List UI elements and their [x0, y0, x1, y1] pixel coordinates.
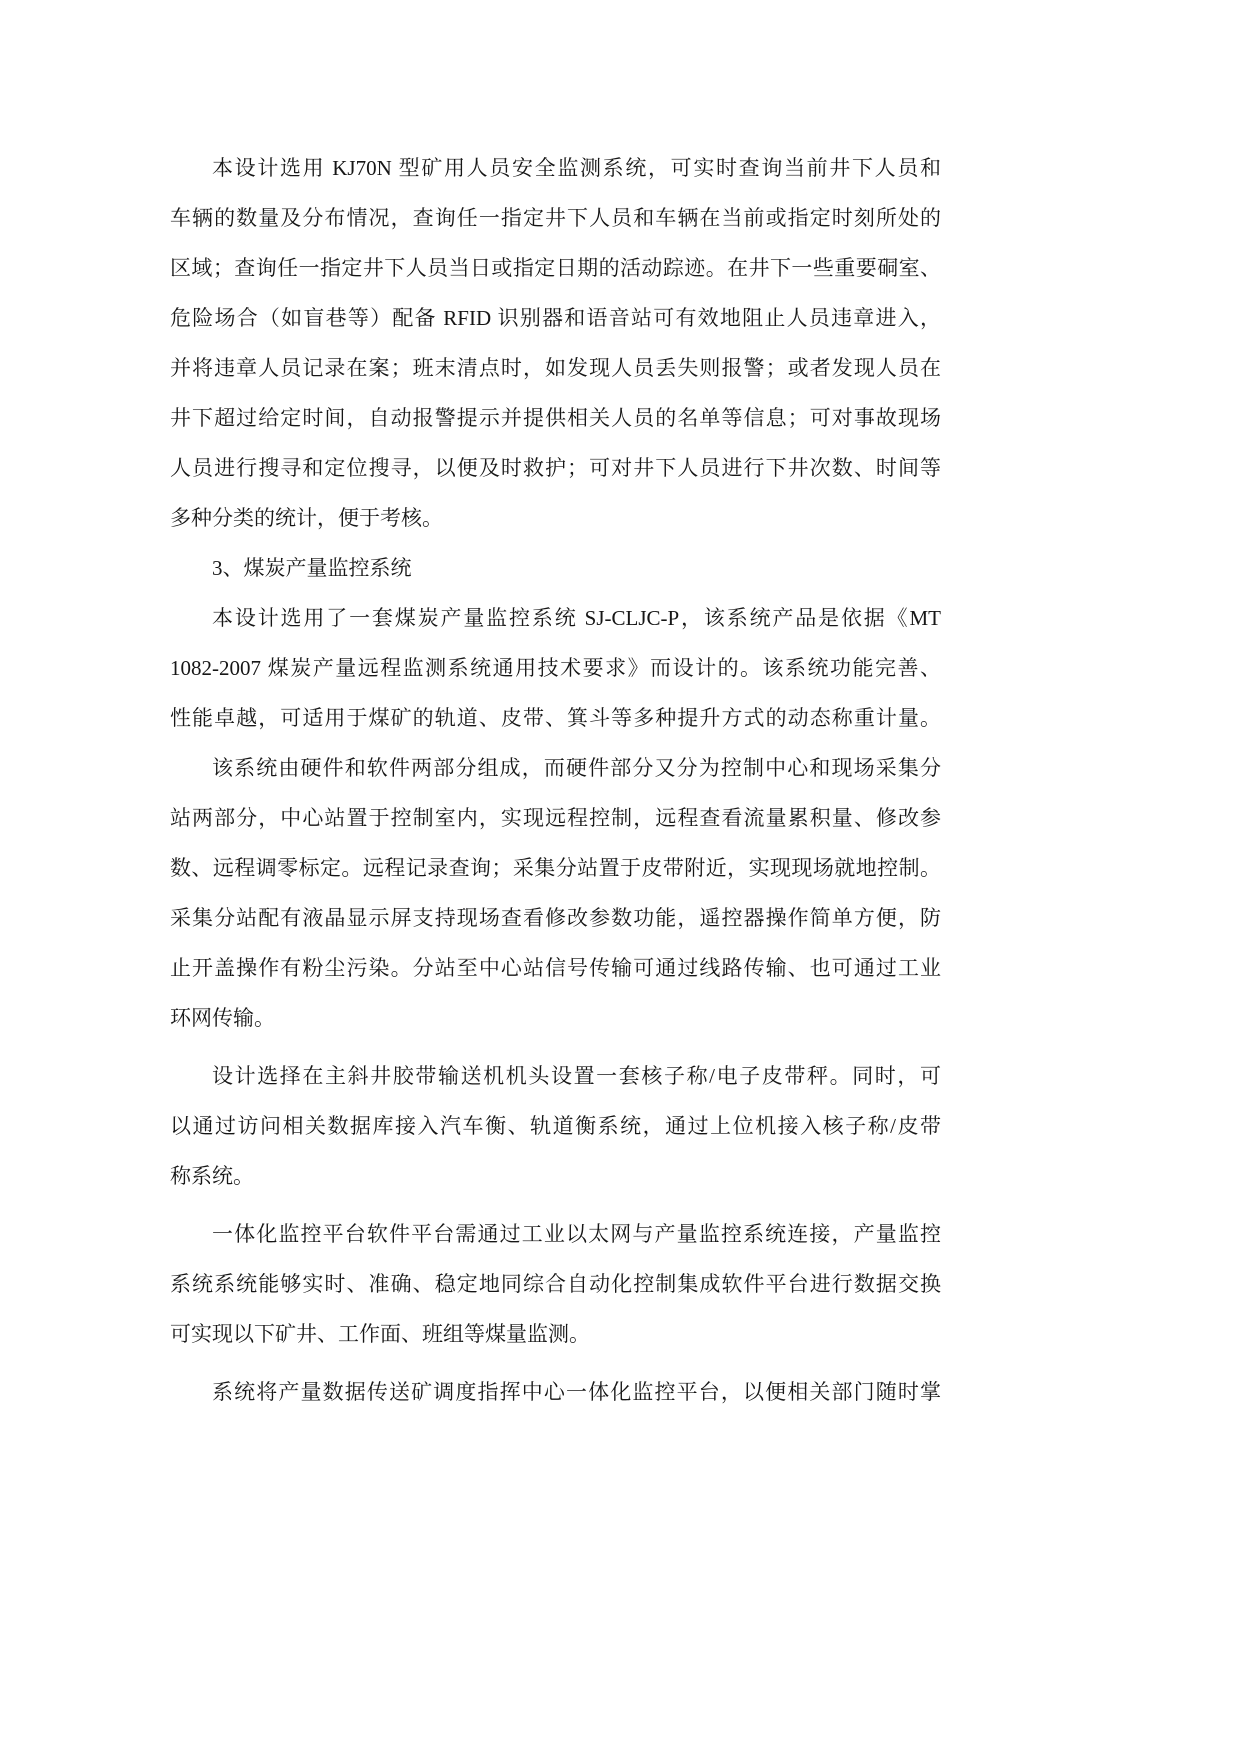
text-line: 人员进行搜寻和定位搜寻，以便及时救护；可对井下人员进行下井次数、时间等: [170, 456, 941, 480]
text-line: 并将违章人员记录在案；班末清点时，如发现人员丢失则报警；或者发现人员在: [170, 356, 941, 380]
paragraph-data-transfer: [170, 1367, 941, 1417]
text-line: 环网传输。: [170, 1006, 275, 1030]
text-line: 性能卓越，可适用于煤矿的轨道、皮带、箕斗等多种提升方式的动态称重计量。: [170, 706, 941, 730]
document-body: [170, 143, 941, 1417]
text-line: 本设计选用 KJ70N 型矿用人员安全监测系统，可实时查询当前井下人员和: [212, 156, 941, 180]
text-line: 采集分站配有液晶显示屏支持现场查看修改参数功能，遥控器操作简单方便，防: [170, 906, 941, 930]
text-line: 设计选择在主斜井胶带输送机机头设置一套核子称/电子皮带秤。同时，可: [212, 1064, 941, 1088]
text-line: 1082-2007 煤炭产量远程监测系统通用技术要求》而设计的。该系统功能完善、: [170, 656, 941, 680]
text-line: 该系统由硬件和软件两部分组成，而硬件部分又分为控制中心和现场采集分: [212, 756, 941, 780]
text-line: 一体化监控平台软件平台需通过工业以太网与产量监控系统连接，产量监控: [212, 1222, 941, 1246]
text-line: 多种分类的统计，便于考核。: [170, 506, 443, 530]
text-line: 井下超过给定时间，自动报警提示并提供相关人员的名单等信息；可对事故现场: [170, 406, 941, 430]
paragraph-design-selection: [170, 1051, 941, 1201]
text-line: 本设计选用了一套煤炭产量监控系统 SJ-CLJC-P，该系统产品是依据《MT: [212, 606, 941, 630]
text-line: 区域；查询任一指定井下人员当日或指定日期的活动踪迹。在井下一些重要硐室、: [170, 256, 941, 280]
text-line: 危险场合（如盲巷等）配备 RFID 识别器和语音站可有效地阻止人员违章进入，: [170, 306, 941, 330]
paragraph-integrated-platform: [170, 1209, 941, 1359]
text-line: 车辆的数量及分布情况，查询任一指定井下人员和车辆在当前或指定时刻所处的: [170, 206, 941, 230]
paragraph-production-monitoring: [170, 593, 941, 743]
text-line: 止开盖操作有粉尘污染。分站至中心站信号传输可通过线路传输、也可通过工业: [170, 956, 941, 980]
text-line: 数、远程调零标定。远程记录查询；采集分站置于皮带附近，实现现场就地控制。: [170, 856, 941, 880]
section-heading-text: 3、煤炭产量监控系统: [212, 556, 412, 580]
text-line: 系统系统能够实时、准确、稳定地同综合自动化控制集成软件平台进行数据交换: [170, 1272, 941, 1296]
paragraph-personnel-monitoring: [170, 143, 941, 543]
text-line: 以通过访问相关数据库接入汽车衡、轨道衡系统，通过上位机接入核子称/皮带: [170, 1114, 941, 1138]
text-line: 称系统。: [170, 1164, 254, 1188]
section-heading: [170, 543, 941, 593]
paragraph-system-composition: [170, 743, 941, 1043]
text-line: 系统将产量数据传送矿调度指挥中心一体化监控平台，以便相关部门随时掌: [212, 1380, 941, 1404]
text-line: 可实现以下矿井、工作面、班组等煤量监测。: [170, 1322, 590, 1346]
text-line: 站两部分，中心站置于控制室内，实现远程控制，远程查看流量累积量、修改参: [170, 806, 941, 830]
